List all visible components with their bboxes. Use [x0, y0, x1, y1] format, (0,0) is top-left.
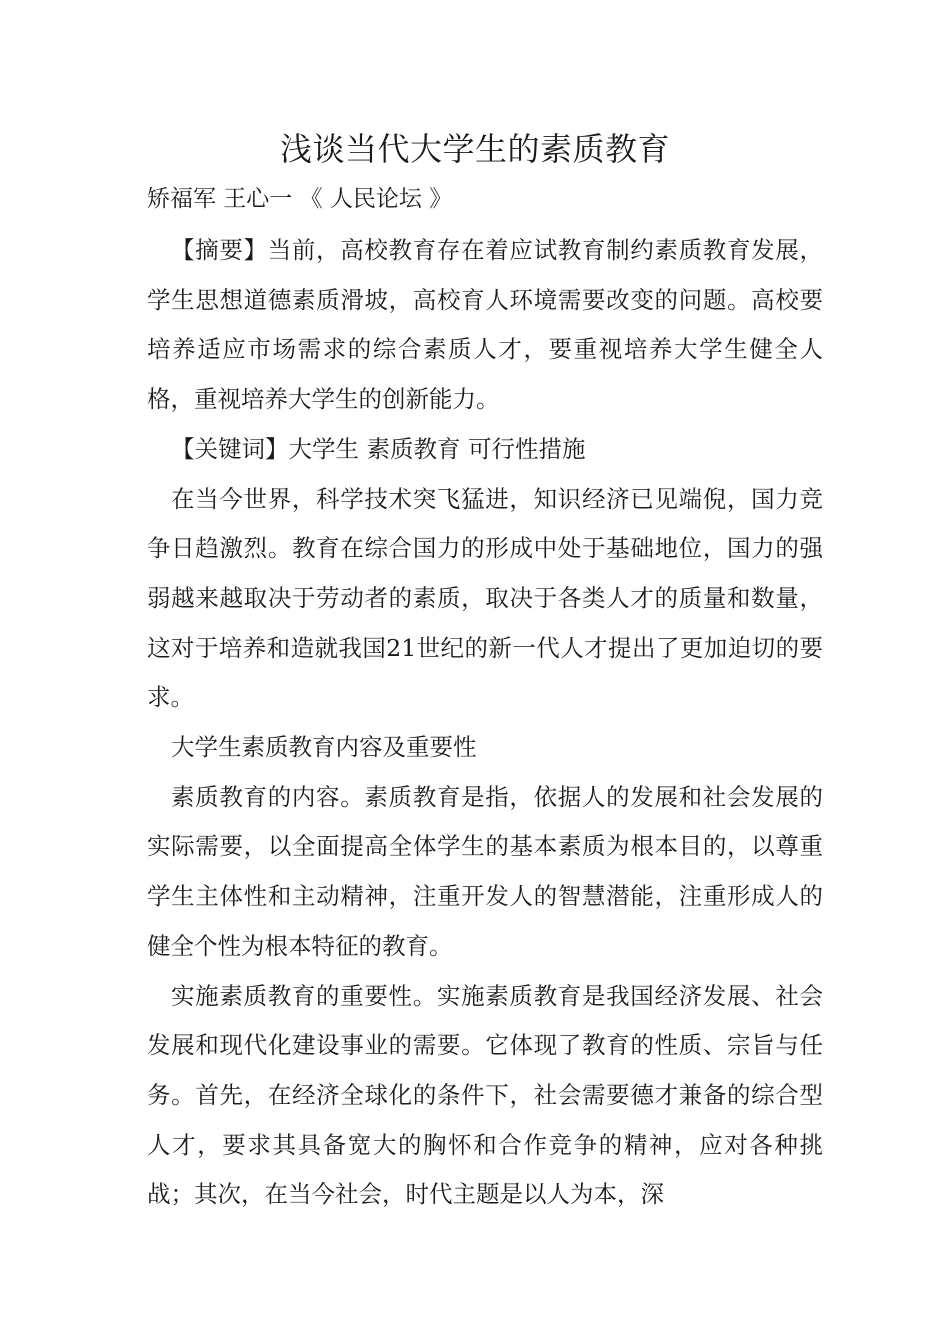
importance-paragraph: 实施素质教育的重要性。实施素质教育是我国经济发展、社会发展和现代化建设事业的需要。它体现了教育的性质、宗旨与任务。首先，在经济全球化的条件下，社会需要德才兼备的综合型人才，要求其具备宽大的胸怀和合作竞争的精神，应对各种挑战；其次，在当今社会，时代主题是以人为本，深 — [147, 981, 823, 1209]
document-byline: 矫福军 王心一 《 人民论坛 》 — [147, 186, 453, 212]
section-heading: 大学生素质教育内容及重要性 — [171, 733, 477, 762]
intro-paragraph: 在当今世界，科学技术突飞猛进，知识经济已见端倪，国力竞争日趋激烈。教育在综合国力的形成中处于基础地位，国力的强弱越来越取决于劳动者的素质，取决于各类人才的质量和数量，这对于培养和造就我国21世纪的新一代人才提出了更加迫切的要求。 — [147, 484, 823, 712]
abstract-paragraph: 【摘要】当前，高校教育存在着应试教育制约素质教育发展，学生思想道德素质滑坡，高校育人环境需要改变的问题。高校要培养适应市场需求的综合素质人才，要重视培养大学生健全人格，重视培养大学生的创新能力。 — [147, 236, 823, 414]
document-body — [147, 226, 823, 1220]
content-paragraph: 素质教育的内容。素质教育是指，依据人的发展和社会发展的实际需要，以全面提高全体学生的基本素质为根本目的，以尊重学生主体性和主动精神，注重开发人的智慧潜能，注重形成人的健全个性为根本特征的教育。 — [147, 782, 823, 960]
document-title: 浅谈当代大学生的素质教育 — [279, 130, 670, 168]
keywords-paragraph: 【关键词】大学生 素质教育 可行性措施 — [171, 434, 586, 463]
